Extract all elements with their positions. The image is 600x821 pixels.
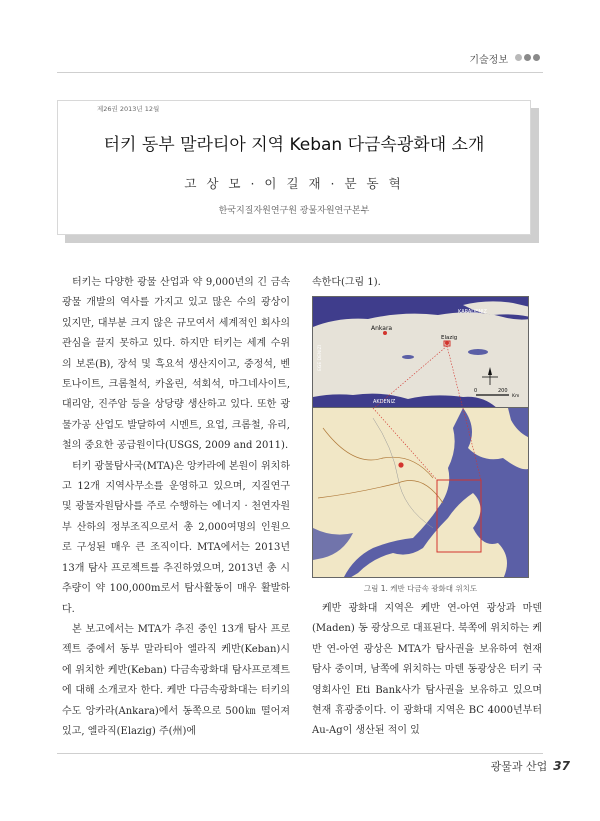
- paragraph: 본 보고에서는 MTA가 추진 중인 13개 탐사 프로젝트 중에서 동부 말라티아 엘라직 케반(Keban)시에 위치한 케반(Keban) 다금속광화대 탐사프로젝트에 대해 소개코자 한다. 케반 다금속광화대는 터키의 수도 앙카라(Ankara)에서 동쪽으로 500㎞ 떨어져 있고, 엘라직(Elazig) 주(州)에: [62, 623, 290, 737]
- right-column: [312, 599, 542, 742]
- city-ankara-label: Ankara: [371, 325, 393, 332]
- overview-map: [312, 296, 529, 408]
- page-footer: [491, 758, 570, 774]
- article-affiliation: 한국지질자원연구원 광물자원연구본부: [218, 206, 370, 216]
- detail-map-svg: [313, 408, 529, 578]
- sea-north-label: KARADENIZ: [458, 309, 487, 315]
- section-dots-icon: [513, 53, 540, 64]
- left-column: [62, 273, 290, 742]
- footer-divider: [57, 753, 543, 754]
- article-title: 터키 동부 말라티아 지역 Keban 다금속광화대 소개: [103, 135, 485, 155]
- page-number: 37: [553, 759, 570, 773]
- paragraph: 터키는 다양한 광물 산업과 약 9,000년의 긴 금속광물 개발의 역사를 가지고 있고 많은 수의 광상이 있지만, 대부분 크지 않은 규모여서 세계적인 회사의 관심을 끌지 못하고 있다. 하지만 터키는 세계 수위의 보론(B), 장석 및 흑요석 생산지이고, 중정석, 벤토나이트, 크롬철석, 카올린, 석회석, 마그네사이트, 대리암, 진주암 등을 상당량 생산하고 있다. 또한 광물가공 산업도 발달하여 시멘트, 요업, 크롬철, 유리, 철의 중요한 공급원이다(USGS, 2009 and 2011).: [62, 277, 290, 452]
- section-tag: [469, 51, 540, 66]
- sea-west-label: EGE DENIZI: [318, 344, 323, 371]
- scale-unit-label: Km: [512, 394, 520, 399]
- paragraph: 터키 광물탐사국(MTA)은 앙카라에 본원이 위치하고 12개 지역사무소를 운영하고 있으며, 지질연구 및 광물자원탐사를 주로 수행하는 에너지 · 천연자원부 산하의 정부조직으로서 총 2,000여명의 인원으로 구성된 매우 큰 조직이다. MTA에서는 2013년 13개 탐사 프로젝트를 추진하였으며, 2013년 총 시추량이 약 100,000m로서 탐사활동이 매우 활발하다.: [62, 460, 290, 615]
- sea-south-label: AKDENIZ: [373, 399, 396, 405]
- paragraph: 속한다(그림 1).: [312, 277, 381, 288]
- detail-map: [312, 407, 529, 578]
- journal-name: 광물과 산업: [490, 760, 548, 773]
- city-elazig-label: Elazig: [441, 335, 458, 341]
- overview-map-svg: [313, 297, 529, 408]
- figure-caption: 그림 1. 케반 다금속 광화대 위치도: [363, 584, 478, 593]
- issue-info: 제26권 2013년 12월: [97, 105, 160, 113]
- paragraph: 케반 광화대 지역은 케반 연-아연 광상과 마덴(Maden) 동 광상으로 대표된다. 북쪽에 위치하는 케반 연-아연 광상은 MTA가 탐사권을 보유하여 현재 탐사 중이며, 남쪽에 위치하는 마덴 동광상은 터키 국영회사인 Eti Bank사가 탐사권을 보유하고 있으며 현재 휴광중이다. 이 광화대 지역은 BC 4000년부터 Au-Ag이 생산된 적이 있: [312, 603, 542, 737]
- scale-start-label: 0: [474, 388, 478, 394]
- section-label: 기술정보: [469, 55, 508, 66]
- article-authors: 고 상 모 · 이 길 재 · 문 동 혁: [184, 176, 404, 191]
- right-column-top: [312, 273, 542, 293]
- scale-end-label: 200: [498, 388, 508, 394]
- top-divider: [57, 72, 543, 73]
